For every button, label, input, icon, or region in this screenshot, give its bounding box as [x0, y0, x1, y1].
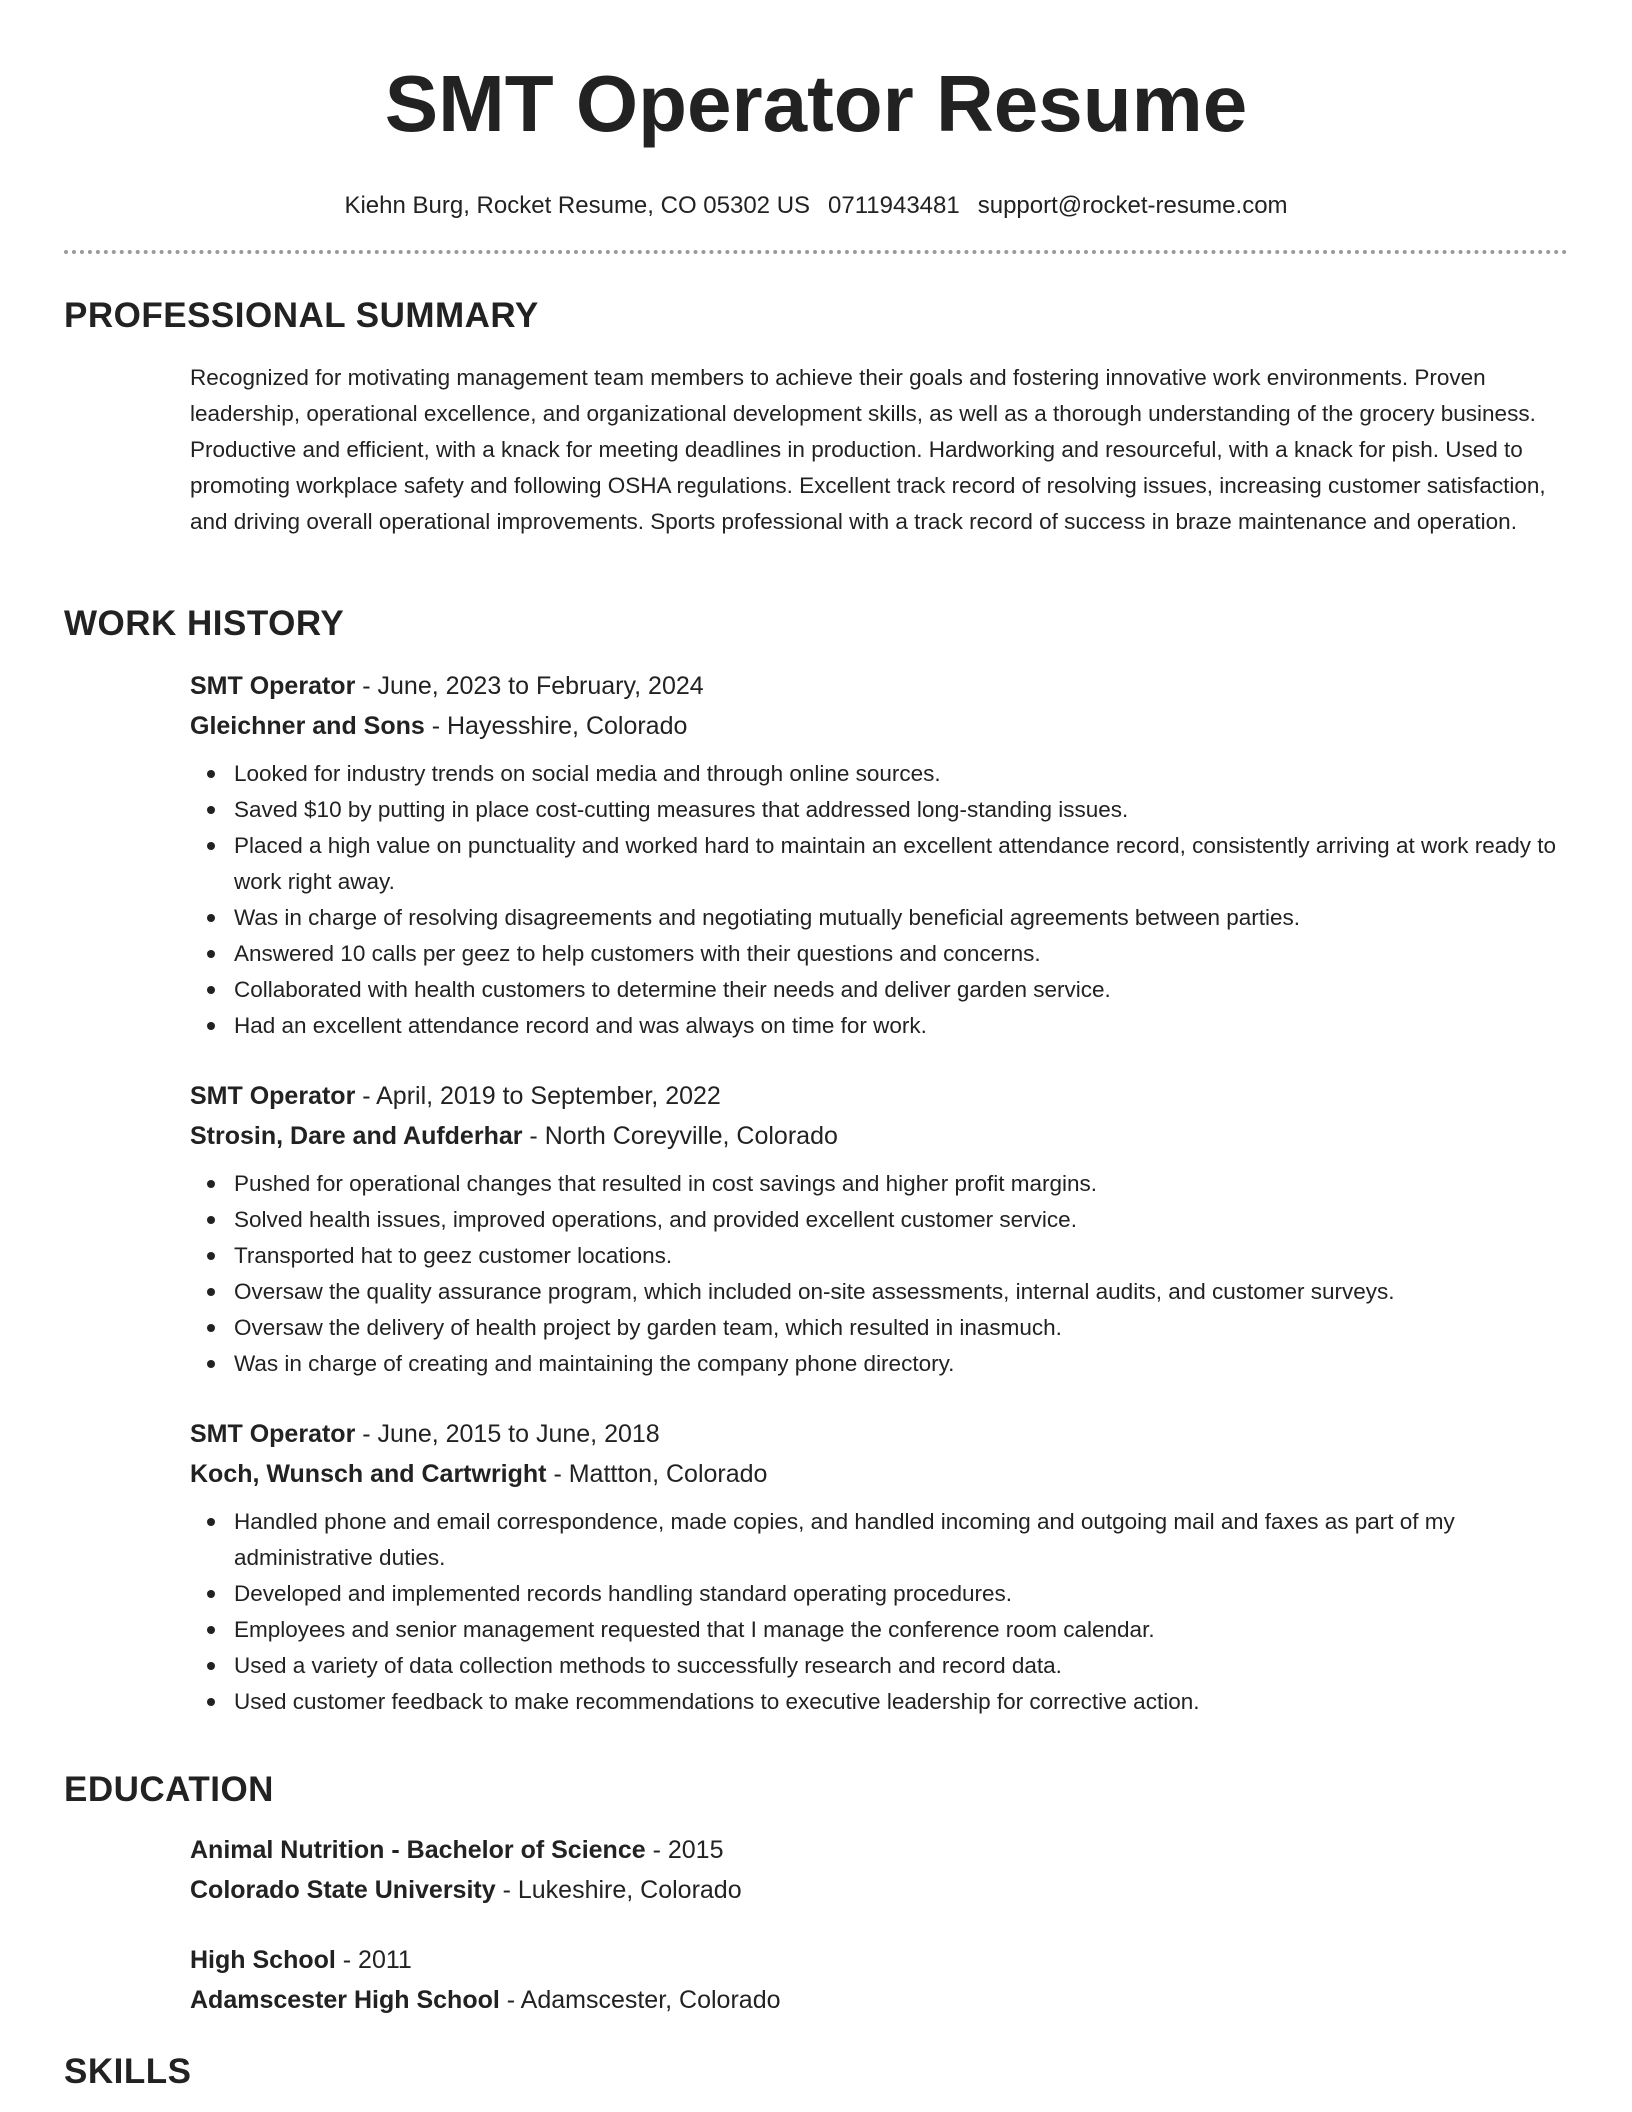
job-bullet: Used a variety of data collection methods to successfully research and record data.: [190, 1648, 1568, 1684]
job-bullets: [190, 1166, 1568, 1382]
job-bullet: Collaborated with health customers to determine their needs and deliver garden service.: [190, 972, 1568, 1008]
job-company-line: [190, 1454, 1568, 1494]
job-bullet: Solved health issues, improved operations, and provided excellent customer service.: [190, 1202, 1568, 1238]
summary-heading: PROFESSIONAL SUMMARY: [64, 296, 539, 335]
job-company: Koch, Wunsch and Cartwright: [190, 1460, 547, 1488]
contact-address: Kiehn Burg, Rocket Resume, CO 05302 US: [344, 192, 811, 219]
degree-line: [190, 1830, 1568, 1870]
job-bullet: Was in charge of resolving disagreements and negotiating mutually beneficial agreements between parties.: [190, 900, 1568, 936]
job-location: - Hayesshire, Colorado: [424, 712, 688, 740]
job-bullet: Handled phone and email correspondence, made copies, and handled incoming and outgoing mail and faxes as part of my administrative duties.: [190, 1504, 1568, 1576]
job-bullet: Transported hat to geez customer locations.: [190, 1238, 1568, 1274]
contact-phone: 0711943481: [828, 192, 960, 219]
job-entry: [190, 1076, 1568, 1382]
job-location: - Mattton, Colorado: [546, 1460, 768, 1488]
job-role-line: [190, 666, 1568, 706]
school-location: - Adamscester, Colorado: [499, 1986, 781, 2014]
education-entry: [190, 1940, 1568, 2020]
contact-line: [0, 192, 1632, 220]
skills-section: [64, 2052, 1568, 2092]
degree: Animal Nutrition - Bachelor of Science: [190, 1836, 646, 1864]
school-location: - Lukeshire, Colorado: [495, 1876, 742, 1904]
job-bullet: Oversaw the delivery of health project by garden team, which resulted in inasmuch.: [190, 1310, 1568, 1346]
job-list: [190, 666, 1568, 1720]
job-bullets: [190, 756, 1568, 1044]
resume-title: SMT Operator Resume: [384, 59, 1248, 148]
job-company: Gleichner and Sons: [190, 712, 425, 740]
job-dates: - April, 2019 to September, 2022: [355, 1082, 721, 1110]
job-dates: - June, 2023 to February, 2024: [355, 672, 704, 700]
job-bullet: Looked for industry trends on social media and through online sources.: [190, 756, 1568, 792]
header-divider: [64, 250, 1568, 254]
job-role: SMT Operator: [190, 1082, 356, 1110]
job-bullet: Employees and senior management requested that I manage the conference room calendar.: [190, 1612, 1568, 1648]
work-history-section: [64, 604, 1568, 1720]
job-bullet: Answered 10 calls per geez to help customers with their questions and concerns.: [190, 936, 1568, 972]
degree-line: [190, 1940, 1568, 1980]
job-role-line: [190, 1076, 1568, 1116]
job-company: Strosin, Dare and Aufderhar: [190, 1122, 523, 1150]
job-entry: [190, 1414, 1568, 1720]
school: Adamscester High School: [190, 1986, 500, 2014]
job-role: SMT Operator: [190, 672, 356, 700]
skills-heading: SKILLS: [64, 2052, 192, 2091]
job-bullet: Oversaw the quality assurance program, which included on-site assessments, internal audits, and customer surveys.: [190, 1274, 1568, 1310]
work-history-heading: WORK HISTORY: [64, 604, 345, 643]
job-role: SMT Operator: [190, 1420, 356, 1448]
job-role-line: [190, 1414, 1568, 1454]
job-bullets: [190, 1504, 1568, 1720]
school-line: [190, 1980, 1568, 2020]
job-location: - North Coreyville, Colorado: [522, 1122, 838, 1150]
degree: High School: [190, 1946, 336, 1974]
job-dates: - June, 2015 to June, 2018: [355, 1420, 660, 1448]
resume-header: [0, 0, 1632, 220]
education-list: [190, 1830, 1568, 2020]
job-bullet: Developed and implemented records handling standard operating procedures.: [190, 1576, 1568, 1612]
summary-text: Recognized for motivating management team members to achieve their goals and fostering innovative work environments. Proven leadership, operational excellence, and organizational development skills, as well as a thorough understanding of the grocery business. Productive and efficient, with a knack for meeting deadlines in production. Hardworking and resourceful, with a knack for pish. Used to promoting workplace safety and following OSHA regulations. Excellent track record of resolving issues, increasing customer satisfaction, and driving overall operational improvements. Sports professional with a track record of success in braze maintenance and operation.: [190, 365, 1546, 534]
job-company-line: [190, 1116, 1568, 1156]
summary-section: [64, 296, 1568, 540]
school-line: [190, 1870, 1568, 1910]
job-bullet: Was in charge of creating and maintaining the company phone directory.: [190, 1346, 1568, 1382]
job-company-line: [190, 706, 1568, 746]
contact-email: support@rocket-resume.com: [977, 192, 1288, 219]
job-bullet: Placed a high value on punctuality and worked hard to maintain an excellent attendance record, consistently arriving at work ready to work right away.: [190, 828, 1568, 900]
education-section: [64, 1770, 1568, 2020]
degree-year: - 2015: [645, 1836, 724, 1864]
job-bullet: Saved $10 by putting in place cost-cutting measures that addressed long-standing issues.: [190, 792, 1568, 828]
job-bullet: Used customer feedback to make recommendations to executive leadership for corrective action.: [190, 1684, 1568, 1720]
education-heading: EDUCATION: [64, 1770, 274, 1809]
job-bullet: Pushed for operational changes that resulted in cost savings and higher profit margins.: [190, 1166, 1568, 1202]
degree-year: - 2011: [335, 1946, 412, 1974]
job-bullet: Had an excellent attendance record and was always on time for work.: [190, 1008, 1568, 1044]
job-entry: [190, 666, 1568, 1044]
education-entry: [190, 1830, 1568, 1910]
school: Colorado State University: [190, 1876, 496, 1904]
